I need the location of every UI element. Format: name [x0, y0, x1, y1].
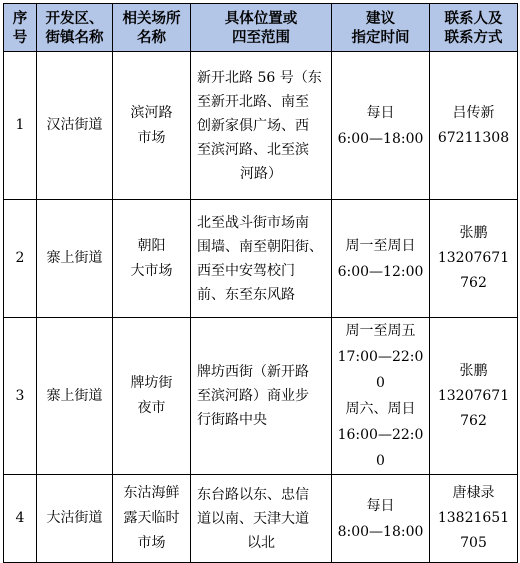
cell-location: 东台路以东、忠信 道以南、天津大道 以北 [191, 475, 332, 563]
cell-contact: 唐棣录 13821651 705 [430, 475, 518, 563]
cell-venue: 朝阳 大市场 [113, 200, 191, 318]
cell-district: 大沽街道 [37, 475, 113, 563]
header-district: 开发区、 街镇名称 [37, 4, 113, 52]
market-table [3, 3, 518, 563]
cell-time: 周一至周日 6:00—12:00 [332, 200, 430, 318]
cell-district: 汉沽街道 [37, 52, 113, 200]
cell-location: 牌坊西街（新开路 至滨河路）商业步 行街路中央 [191, 318, 332, 475]
table-row [4, 200, 518, 318]
cell-location: 新开北路 56 号（东 至新开北路、南至 创新家俱广场、西 至滨河路、北至滨 河路） [191, 52, 332, 200]
cell-time: 周一至周五 17:00—22:00 周六、周日 16:00—22:00 [332, 318, 430, 475]
cell-venue: 滨河路 市场 [113, 52, 191, 200]
header-no: 序 号 [4, 4, 37, 52]
cell-location: 北至战斗街市场南 围墙、南至朝阳街、 西至中安驾校门 前、东至东风路 [191, 200, 332, 318]
table-row [4, 52, 518, 200]
cell-no: 3 [4, 318, 37, 475]
cell-contact: 吕传新 67211308 [430, 52, 518, 200]
cell-district: 寨上街道 [37, 318, 113, 475]
cell-no: 1 [4, 52, 37, 200]
header-time: 建议 指定时间 [332, 4, 430, 52]
cell-no: 4 [4, 475, 37, 563]
header-location: 具体位置或 四至范围 [191, 4, 332, 52]
cell-no: 2 [4, 200, 37, 318]
cell-time: 每日 6:00—18:00 [332, 52, 430, 200]
header-venue: 相关场所 名称 [113, 4, 191, 52]
cell-contact: 张鹏 13207671 762 [430, 318, 518, 475]
table-row [4, 318, 518, 475]
header-contact: 联系人及 联系方式 [430, 4, 518, 52]
table-header-row [4, 4, 518, 52]
cell-venue: 牌坊街 夜市 [113, 318, 191, 475]
cell-contact: 张鹏 13207671 762 [430, 200, 518, 318]
table-row [4, 475, 518, 563]
cell-venue: 东沽海鲜 露天临时 市场 [113, 475, 191, 563]
cell-district: 寨上街道 [37, 200, 113, 318]
cell-time: 每日 8:00—18:00 [332, 475, 430, 563]
